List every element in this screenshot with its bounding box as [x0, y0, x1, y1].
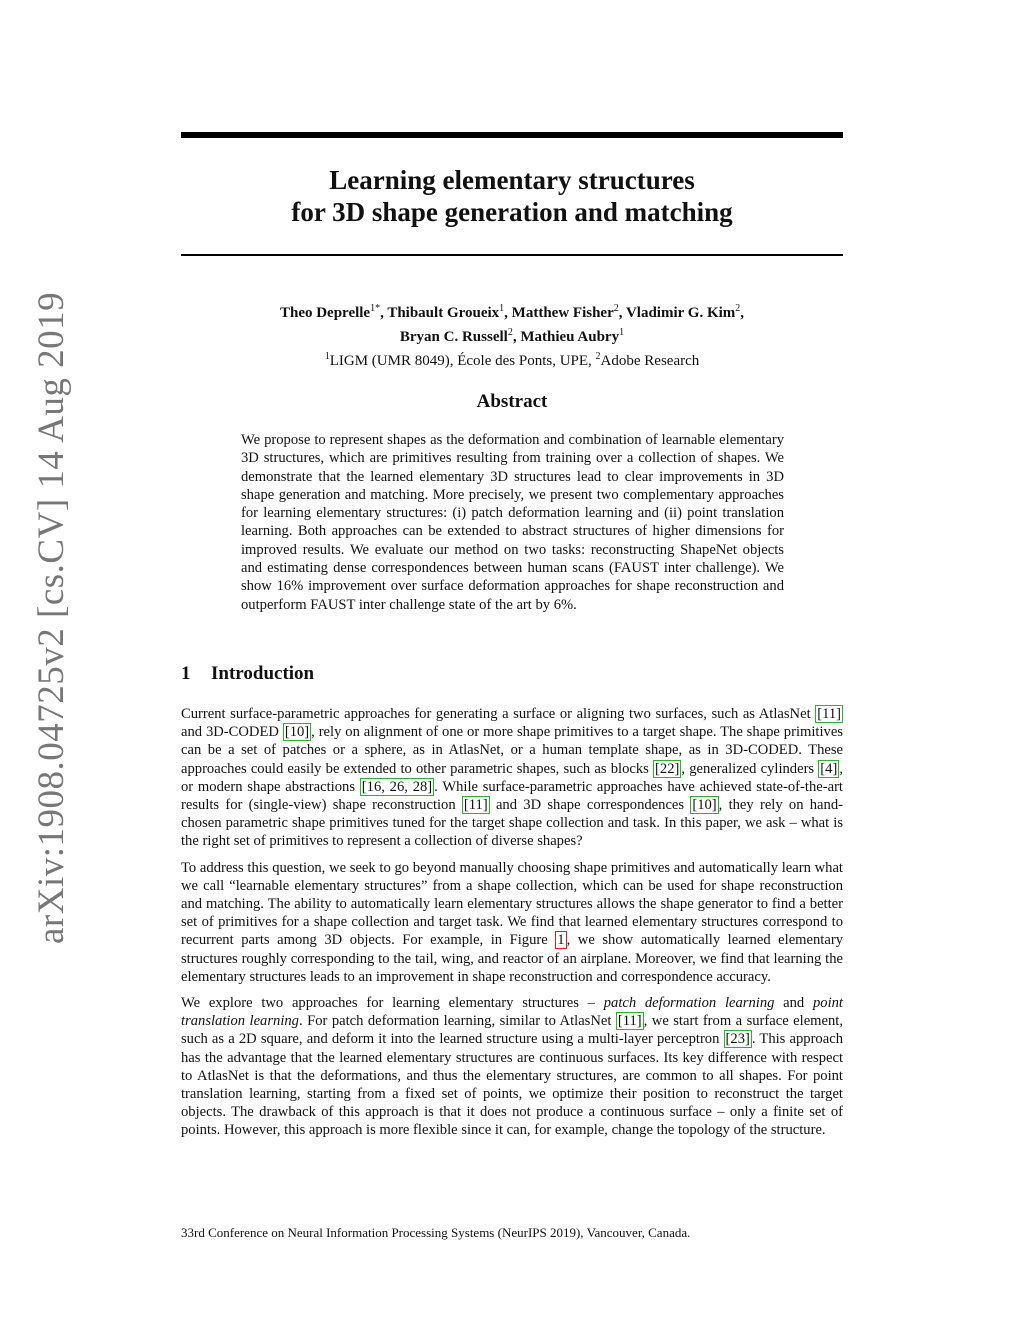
text-run: and: [774, 995, 813, 1012]
text-run: , generalized cylinders: [681, 760, 819, 777]
text-run: . This approach has the advantage that the learned elementary structures are continuous surfaces. Its key difference with respect to AtlasNet is that the deformations, and thus the elementary structures, are common to all shapes. For point translation learning, starting from a fixed set of points, we optimize their position to reconstruct the target objects. The drawback of this approach is that it does not produce a continuous surface – only a finite set of points. However, this approach is more flexible since it can, for example, change the topology of the structure.: [181, 1031, 843, 1139]
section-title: Introduction: [211, 663, 315, 684]
text-run: We explore two approaches for learning elementary structures –: [181, 995, 604, 1012]
text-run: and 3D-CODED: [181, 724, 283, 741]
affiliation-2: Adobe Research: [600, 353, 700, 369]
paper-title: [181, 164, 843, 228]
author-affiliation-mark: 2: [507, 327, 513, 338]
text-run: , rely on alignment of one or more shape primitives to a target shape. The shape primitives can be a set of patches or a sphere, as in AtlasNet, or a human template shape, as in 3D-CODED. These approaches could easily be extended to other parametric shapes, such as blocks: [181, 724, 843, 777]
citation-link[interactable]: [11]: [463, 797, 488, 814]
text-run: and 3D shape correspondences: [489, 797, 691, 814]
affiliations: [181, 347, 843, 371]
citation-link[interactable]: [16, 26, 28]: [361, 778, 433, 795]
bottom-rule: [181, 254, 843, 256]
top-rule: [181, 132, 843, 138]
author-block: [181, 299, 843, 371]
abstract-heading: Abstract: [476, 391, 548, 412]
citation-link[interactable]: [11]: [617, 1013, 642, 1030]
author-name: Matthew Fisher: [511, 305, 614, 321]
section-number: 1: [181, 663, 191, 684]
author-name: Bryan C. Russell: [399, 329, 508, 345]
text-run: . While surface-parametric approaches have achieved state-of-the-art results for (single-view) shape reconstruction: [181, 778, 843, 814]
text-run: , they rely on hand-chosen parametric shape primitives tuned for the target shape collection and task. In this paper, we ask – what is the right set of primitives to represent a collection of diverse shapes?: [181, 797, 843, 850]
citation-link[interactable]: [4]: [820, 760, 838, 777]
text-run: . For patch deformation learning, similar to AtlasNet: [298, 1013, 616, 1030]
paragraph-1: [181, 705, 843, 851]
author-affiliation-mark: 1*: [370, 303, 381, 314]
figure-link[interactable]: 1: [557, 932, 565, 949]
author-name: Vladimir G. Kim: [625, 305, 736, 321]
author-line-2: Bryan C. Russell$^2$, Mathieu Aubry$^1$: [399, 327, 625, 345]
paragraph-2: [181, 859, 843, 986]
introduction-body: [181, 705, 843, 1148]
author-affiliation-mark: 2: [735, 303, 741, 314]
emphasis-text: patch deformation learning: [603, 995, 775, 1012]
citation-link[interactable]: [10]: [692, 797, 717, 814]
citation-link[interactable]: [22]: [655, 760, 680, 777]
author-affiliation-mark: 2: [613, 303, 619, 314]
emphasis-text: point translation learning: [181, 995, 843, 1030]
author-affiliation-mark: 1: [619, 327, 625, 338]
text-run: , or modern shape abstractions: [181, 760, 843, 795]
author-line-1: Theo Deprelle$^{1*}$, Thibault Groueix$^1$, Matthew Fisher$^2$, Vladimir G. Kim$^2$,: [279, 303, 745, 321]
text-run: Current surface-parametric approaches for generating a surface or aligning two surfaces, such as AtlasNet: [181, 706, 816, 722]
author-name: Mathieu Aubry: [520, 329, 620, 345]
author-name: Thibault Groueix: [387, 305, 500, 321]
citation-link[interactable]: [11]: [817, 706, 841, 722]
paragraph-3: [181, 994, 843, 1140]
affiliation-mark: 2: [595, 351, 601, 362]
title-line-2: for 3D shape generation and matching: [291, 197, 733, 227]
text-run: , we show automatically learned elementary structures roughly corresponding to the tail, wing, and reactor of an airplane. Moreover, we find that learning the elementary structures leads to an improvement in shape reconstruction and correspondence accuracy.: [181, 932, 843, 985]
title-line-1: Learning elementary structures: [329, 165, 695, 195]
text-run: To address this question, we seek to go beyond manually choosing shape primitives and automatically learn what we call “learnable elementary structures” from a shape collection, which can be used for shape reconstruction and matching. The ability to automatically learn elementary structures allows the shape generator to find a better set of primitives for a shape collection and target task. We find that learned elementary structures correspond to recurrent parts among 3D objects. For example, in Figure: [181, 859, 843, 949]
citation-link[interactable]: [10]: [284, 724, 310, 741]
author-name: Theo Deprelle: [279, 305, 371, 321]
abstract-text: We propose to represent shapes as the deformation and combination of learnable elementary 3D structures, which are primitives resulting from training over a collection of shapes. We demonstrate that the learned elementary 3D structures lead to clear improvements in 3D shape generation and matching. More precisely, we present two complementary approaches for learning elementary structures: (i) patch deformation learning and (ii) point translation learning. Both approaches can be extended to abstract structures of higher dimensions for improved results. We evaluate our method on two tasks: reconstructing ShapeNet objects and estimating dense correspondences between human scans (FAUST inter challenge). We show 16% improvement over surface deformation approaches for shape reconstruction and outperform FAUST inter challenge state of the art by 6%.: [241, 432, 784, 613]
citation-link[interactable]: [23]: [725, 1031, 750, 1048]
section-heading: [181, 663, 314, 685]
conference-footnote: 33rd Conference on Neural Information Processing Systems (NeurIPS 2019), Vancouver, Canada.: [181, 1225, 691, 1240]
affiliation-mark: 1: [324, 351, 330, 362]
author-affiliation-mark: 1: [499, 303, 505, 314]
arxiv-stamp: arXiv:1908.04725v2 [cs.CV] 14 Aug 2019: [31, 291, 72, 944]
text-run: , we start from a surface element, such as a 2D square, and deform it into the learned structure using a multi-layer perceptron: [181, 1013, 844, 1048]
affiliation-1: LIGM (UMR 8049), École des Ponts, UPE,: [329, 353, 596, 369]
